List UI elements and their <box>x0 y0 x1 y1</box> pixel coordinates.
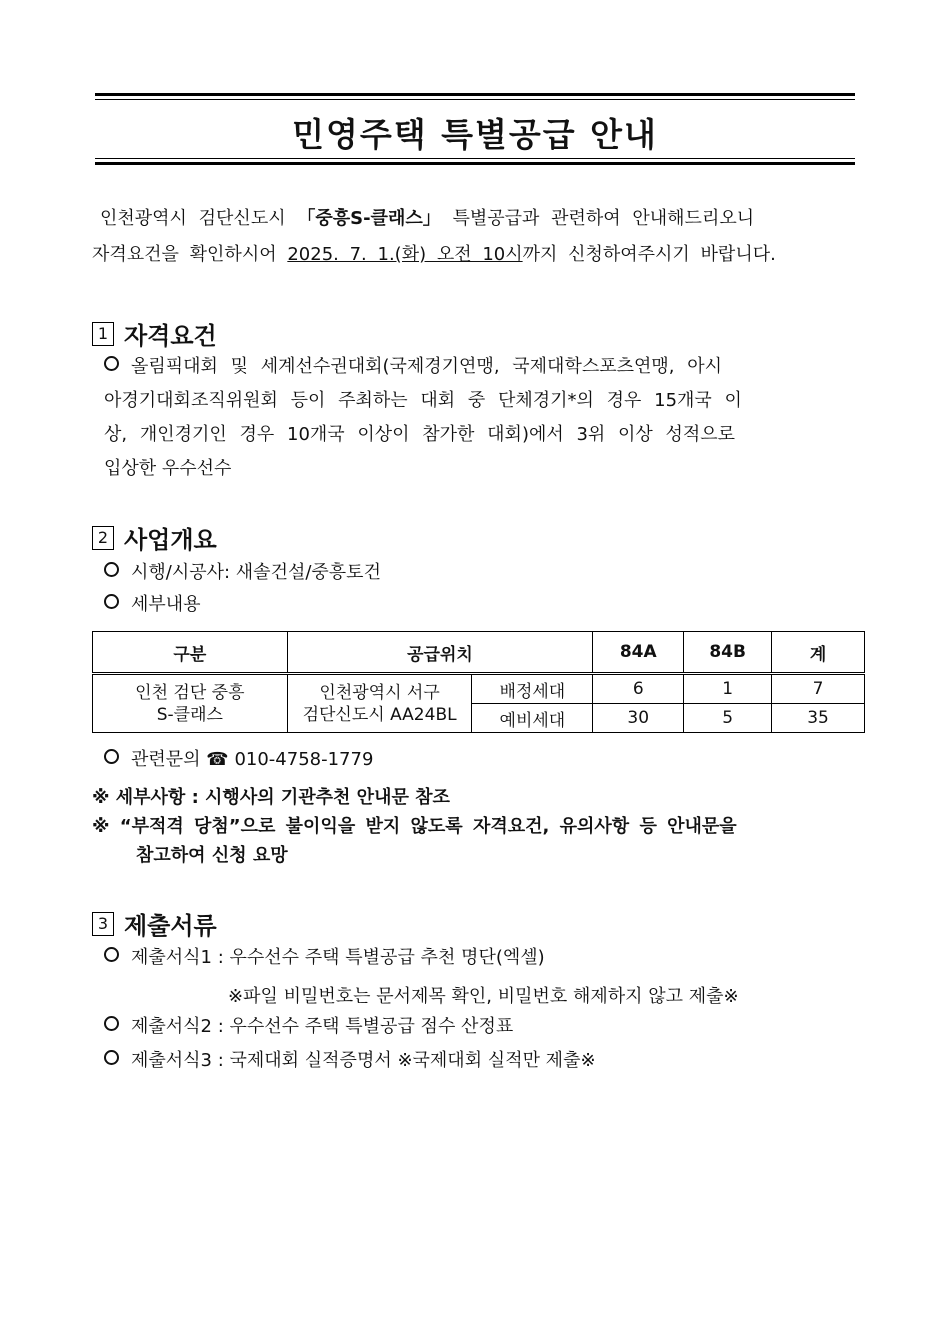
table-header: 공급위치 <box>287 632 593 674</box>
section-heading <box>92 906 217 941</box>
table-cell: 7 <box>772 674 865 704</box>
section-number: 3 <box>92 912 114 936</box>
table-row <box>93 674 865 704</box>
table-cell: 30 <box>593 704 684 733</box>
intro-text: 자격요건을 확인하시어 <box>92 244 277 265</box>
section-heading <box>92 520 217 555</box>
table-cell: 1 <box>684 674 772 704</box>
section-title: 자격요건 <box>124 322 217 350</box>
note-warning: ※ “부적격 당첨”으로 불이익을 받지 않도록 자격요건, 유의사항 등 안내문을 <box>92 816 737 837</box>
circle-bullet-icon <box>104 594 119 609</box>
business-item: 시행/시공사: 새솔건설/중흥토건 <box>104 561 381 585</box>
contact-phone: 010-4758-1779 <box>234 749 374 770</box>
circle-bullet-icon <box>104 562 119 577</box>
table-cell: 배정세대 <box>472 674 593 704</box>
circle-bullet-icon <box>104 749 119 764</box>
qualification-line: 아경기대회조직위원회 등이 주최하는 대회 중 단체경기*의 경우 15개국 이 <box>104 390 742 411</box>
title-box <box>95 93 855 165</box>
table-header: 계 <box>772 632 865 674</box>
intro-text: 까지 신청하여주시기 바랍니다. <box>522 244 776 265</box>
supply-table <box>92 631 865 733</box>
table-header-row <box>93 632 865 674</box>
qualification-line: 올림픽대회 및 세계선수권대회(국제경기연맹, 국제대학스포츠연맹, 아시 <box>104 355 722 379</box>
complex-cell: 인천 검단 중흥 S-클래스 <box>93 674 288 733</box>
table-header: 84A <box>593 632 684 674</box>
document-item: 제출서식1 : 우수선수 주택 특별공급 추천 명단(엑셀) <box>104 946 545 970</box>
deadline: 2025. 7. 1.(화) 오전 10시 <box>287 244 523 265</box>
table-cell: 6 <box>593 674 684 704</box>
table-cell: 5 <box>684 704 772 733</box>
table-cell: 35 <box>772 704 865 733</box>
table-header: 구분 <box>93 632 288 674</box>
note-details: ※ 세부사항 : 시행사의 기관추천 안내문 참조 <box>92 787 450 808</box>
document-note: ※파일 비밀번호는 문서제목 확인, 비밀번호 해제하지 않고 제출※ <box>228 986 739 1007</box>
section-title: 제출서류 <box>124 912 217 940</box>
intro-line-2 <box>92 243 862 267</box>
qualification-line: 상, 개인경기인 경우 10개국 이상이 참가한 대회)에서 3위 이상 성적으로 <box>104 424 736 445</box>
qualification-line: 입상한 우수선수 <box>104 458 232 479</box>
location-cell: 인천광역시 서구 검단신도시 AA24BL <box>287 674 472 733</box>
circle-bullet-icon <box>104 1050 119 1065</box>
intro-text: 특별공급과 관련하여 안내해드리오니 <box>452 208 755 229</box>
contact-label: 관련문의 <box>131 749 201 770</box>
phone-icon: ☎ <box>206 749 229 770</box>
contact-line <box>104 748 373 772</box>
circle-bullet-icon <box>104 356 119 371</box>
business-item: 세부내용 <box>104 593 201 617</box>
section-number: 1 <box>92 322 114 346</box>
section-heading <box>92 316 217 351</box>
intro-line-1 <box>92 207 862 231</box>
table-cell: 예비세대 <box>472 704 593 733</box>
complex-name: 「중흥S-클래스」 <box>297 208 441 229</box>
section-number: 2 <box>92 526 114 550</box>
circle-bullet-icon <box>104 947 119 962</box>
note-warning-cont: 참고하여 신청 요망 <box>136 845 288 866</box>
intro-text: 인천광역시 검단신도시 <box>100 208 286 229</box>
page-title: 민영주택 특별공급 안내 <box>292 115 658 154</box>
document-item: 제출서식2 : 우수선수 주택 특별공급 점수 산정표 <box>104 1015 513 1039</box>
document-item: 제출서식3 : 국제대회 실적증명서 ※국제대회 실적만 제출※ <box>104 1049 596 1073</box>
table-header: 84B <box>684 632 772 674</box>
circle-bullet-icon <box>104 1016 119 1031</box>
section-title: 사업개요 <box>124 526 217 554</box>
